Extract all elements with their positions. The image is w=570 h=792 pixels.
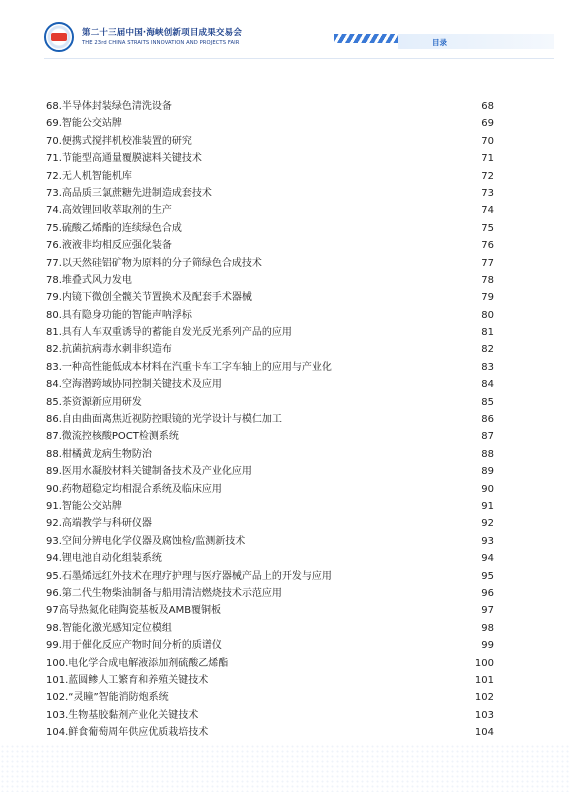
toc-entry[interactable] xyxy=(46,568,494,585)
toc-entry-title: 79.内镜下微创全髋关节置换术及配套手术器械 xyxy=(46,292,252,304)
toc-entry-page: 86 xyxy=(481,414,494,426)
toc-entry[interactable] xyxy=(46,585,494,602)
toc-entry-page: 77 xyxy=(481,257,494,269)
toc-entry-title: 96.第二代生物柴油制备与船用清洁燃烧技术示范应用 xyxy=(46,587,282,599)
toc-entry-page: 92 xyxy=(481,518,494,530)
toc-entry-page: 102 xyxy=(474,692,494,704)
toc-entry-title: 85.茶资源新应用研发 xyxy=(46,396,142,408)
table-of-contents xyxy=(46,98,494,741)
toc-entry-title: 75.硫酸乙烯酯的连续绿色合成 xyxy=(46,222,182,234)
toc-entry-title: 103.生物基胶黏剂产业化关键技术 xyxy=(46,709,199,721)
toc-entry-page: 91 xyxy=(481,500,494,512)
toc-entry[interactable] xyxy=(46,272,494,289)
toc-entry[interactable] xyxy=(46,411,494,428)
toc-entry-page: 89 xyxy=(481,466,494,478)
toc-entry[interactable] xyxy=(46,689,494,706)
toc-entry[interactable] xyxy=(46,185,494,202)
toc-entry-title: 83.一种高性能低成本材料在汽重卡车工字车轴上的应用与产业化 xyxy=(46,361,332,373)
toc-entry[interactable] xyxy=(46,324,494,341)
toc-entry[interactable] xyxy=(46,237,494,254)
fair-title-cn: 第二十三届中国·海峡创新项目成果交易会 xyxy=(82,28,243,38)
toc-entry-page: 93 xyxy=(481,535,494,547)
toc-entry-page: 85 xyxy=(481,396,494,408)
toc-entry-page: 104 xyxy=(474,727,494,739)
toc-entry-title: 94.锂电池自动化组装系统 xyxy=(46,553,162,565)
toc-entry-title: 80.具有隐身功能的智能声呐浮标 xyxy=(46,309,192,321)
toc-entry-page: 75 xyxy=(481,222,494,234)
toc-entry[interactable] xyxy=(46,376,494,393)
toc-entry[interactable] xyxy=(46,98,494,115)
toc-entry[interactable] xyxy=(46,515,494,532)
toc-entry-title: 89.医用水凝胶材料关键制备技术及产业化应用 xyxy=(46,466,252,478)
toc-entry-page: 69 xyxy=(481,118,494,130)
toc-entry-title: 82.抗菌抗病毒水刺非织造布 xyxy=(46,344,172,356)
toc-entry-page: 98 xyxy=(481,622,494,634)
toc-entry-title: 87.微流控核酸POCT检测系统 xyxy=(46,431,179,443)
toc-entry[interactable] xyxy=(46,481,494,498)
toc-entry-title: 93.空间分辨电化学仪器及腐蚀检/监测新技术 xyxy=(46,535,246,547)
toc-entry[interactable] xyxy=(46,255,494,272)
header-stripes-decoration xyxy=(334,34,398,43)
toc-entry-page: 99 xyxy=(481,640,494,652)
footer-dot-pattern xyxy=(0,744,570,792)
toc-entry-page: 72 xyxy=(481,170,494,182)
toc-entry-title: 71.节能型高通量覆膜滤料关键技术 xyxy=(46,153,202,165)
toc-entry-title: 78.堆叠式风力发电 xyxy=(46,274,132,286)
toc-entry-title: 84.空海潜跨域协同控制关键技术及应用 xyxy=(46,379,222,391)
toc-entry-page: 71 xyxy=(481,153,494,165)
toc-entry[interactable] xyxy=(46,498,494,515)
toc-entry-page: 101 xyxy=(474,674,494,686)
toc-entry-title: 69.智能公交站牌 xyxy=(46,118,122,130)
toc-entry-page: 81 xyxy=(481,327,494,339)
toc-entry-title: 98.智能化激光感知定位模组 xyxy=(46,622,172,634)
page-header xyxy=(0,0,570,62)
toc-entry-page: 97 xyxy=(481,605,494,617)
toc-entry-page: 73 xyxy=(481,187,494,199)
toc-entry[interactable] xyxy=(46,602,494,619)
fair-logo-icon xyxy=(44,22,74,52)
toc-entry-page: 68 xyxy=(481,101,494,112)
toc-entry-page: 96 xyxy=(481,587,494,599)
toc-entry[interactable] xyxy=(46,637,494,654)
toc-entry-title: 90.药物超稳定均相混合系统及临床应用 xyxy=(46,483,222,495)
toc-entry[interactable] xyxy=(46,307,494,324)
toc-entry[interactable] xyxy=(46,724,494,741)
toc-entry[interactable] xyxy=(46,707,494,724)
toc-entry[interactable] xyxy=(46,533,494,550)
fair-title-en: THE 23rd CHINA STRAITS INNOVATION AND PROJECTS FAIR xyxy=(82,40,240,46)
toc-entry-title: 72.无人机智能机库 xyxy=(46,170,132,182)
toc-entry-page: 87 xyxy=(481,431,494,443)
toc-entry-title: 73.高品质三氯蔗糖先进制造成套技术 xyxy=(46,187,212,199)
toc-entry-title: 68.半导体封装绿色清洗设备 xyxy=(46,101,172,112)
toc-entry[interactable] xyxy=(46,394,494,411)
toc-entry-title: 92.高端教学与科研仪器 xyxy=(46,518,152,530)
toc-entry-title: 76.液液非均相反应强化装备 xyxy=(46,240,172,252)
toc-entry-page: 70 xyxy=(481,135,494,147)
header-divider xyxy=(44,58,554,59)
logo-flag-mark xyxy=(51,33,67,41)
toc-entry[interactable] xyxy=(46,550,494,567)
toc-entry[interactable] xyxy=(46,341,494,358)
toc-entry[interactable] xyxy=(46,672,494,689)
toc-entry[interactable] xyxy=(46,220,494,237)
toc-entry[interactable] xyxy=(46,289,494,306)
toc-entry-page: 95 xyxy=(481,570,494,582)
toc-entry[interactable] xyxy=(46,620,494,637)
toc-entry-page: 88 xyxy=(481,448,494,460)
toc-entry-page: 80 xyxy=(481,309,494,321)
toc-entry-page: 79 xyxy=(481,292,494,304)
toc-entry-title: 86.自由曲面离焦近视防控眼镜的光学设计与模仁加工 xyxy=(46,414,282,426)
toc-entry-page: 82 xyxy=(481,344,494,356)
toc-entry[interactable] xyxy=(46,150,494,167)
toc-entry-title: 100.电化学合成电解液添加剂硫酸乙烯酯 xyxy=(46,657,229,669)
toc-entry-title: 102.“灵瞳”智能消防炮系统 xyxy=(46,692,169,704)
toc-entry[interactable] xyxy=(46,446,494,463)
toc-entry[interactable] xyxy=(46,463,494,480)
toc-entry-title: 74.高效锂回收萃取剂的生产 xyxy=(46,205,172,217)
toc-entry[interactable] xyxy=(46,202,494,219)
toc-entry-page: 76 xyxy=(481,240,494,252)
toc-entry[interactable] xyxy=(46,655,494,672)
toc-entry-title: 99.用于催化反应产物时间分析的质谱仪 xyxy=(46,640,222,652)
toc-entry-page: 100 xyxy=(474,657,494,669)
toc-entry-page: 74 xyxy=(481,205,494,217)
toc-entry-title: 101.蓝圆鲹人工繁育和养殖关键技术 xyxy=(46,674,209,686)
toc-entry-title: 81.具有人车双重诱导的蓄能自发光反光系列产品的应用 xyxy=(46,327,292,339)
toc-entry[interactable] xyxy=(46,428,494,445)
toc-entry-page: 94 xyxy=(481,553,494,565)
toc-entry-page: 78 xyxy=(481,274,494,286)
toc-entry-title: 77.以天然硅铝矿物为原料的分子筛绿色合成技术 xyxy=(46,257,262,269)
toc-entry[interactable] xyxy=(46,359,494,376)
toc-entry-title: 97高导热氮化硅陶瓷基板及AMB覆铜板 xyxy=(46,605,222,617)
toc-entry-page: 90 xyxy=(481,483,494,495)
toc-label: 目录 xyxy=(432,38,447,47)
toc-entry-title: 95.石墨烯远红外技术在理疗护理与医疗器械产品上的开发与应用 xyxy=(46,570,332,582)
toc-entry-page: 83 xyxy=(481,361,494,373)
toc-entry-title: 104.鲜食葡萄周年供应优质栽培技术 xyxy=(46,727,209,739)
toc-entry-page: 103 xyxy=(474,709,494,721)
toc-entry[interactable] xyxy=(46,168,494,185)
toc-entry-page: 84 xyxy=(481,379,494,391)
toc-entry[interactable] xyxy=(46,115,494,132)
toc-entry-title: 88.柑橘黄龙病生物防治 xyxy=(46,448,152,460)
toc-tab-background xyxy=(398,34,554,49)
toc-entry-title: 91.智能公交站牌 xyxy=(46,500,122,512)
toc-entry-title: 70.便携式搅拌机校准装置的研究 xyxy=(46,135,192,147)
toc-entry[interactable] xyxy=(46,133,494,150)
